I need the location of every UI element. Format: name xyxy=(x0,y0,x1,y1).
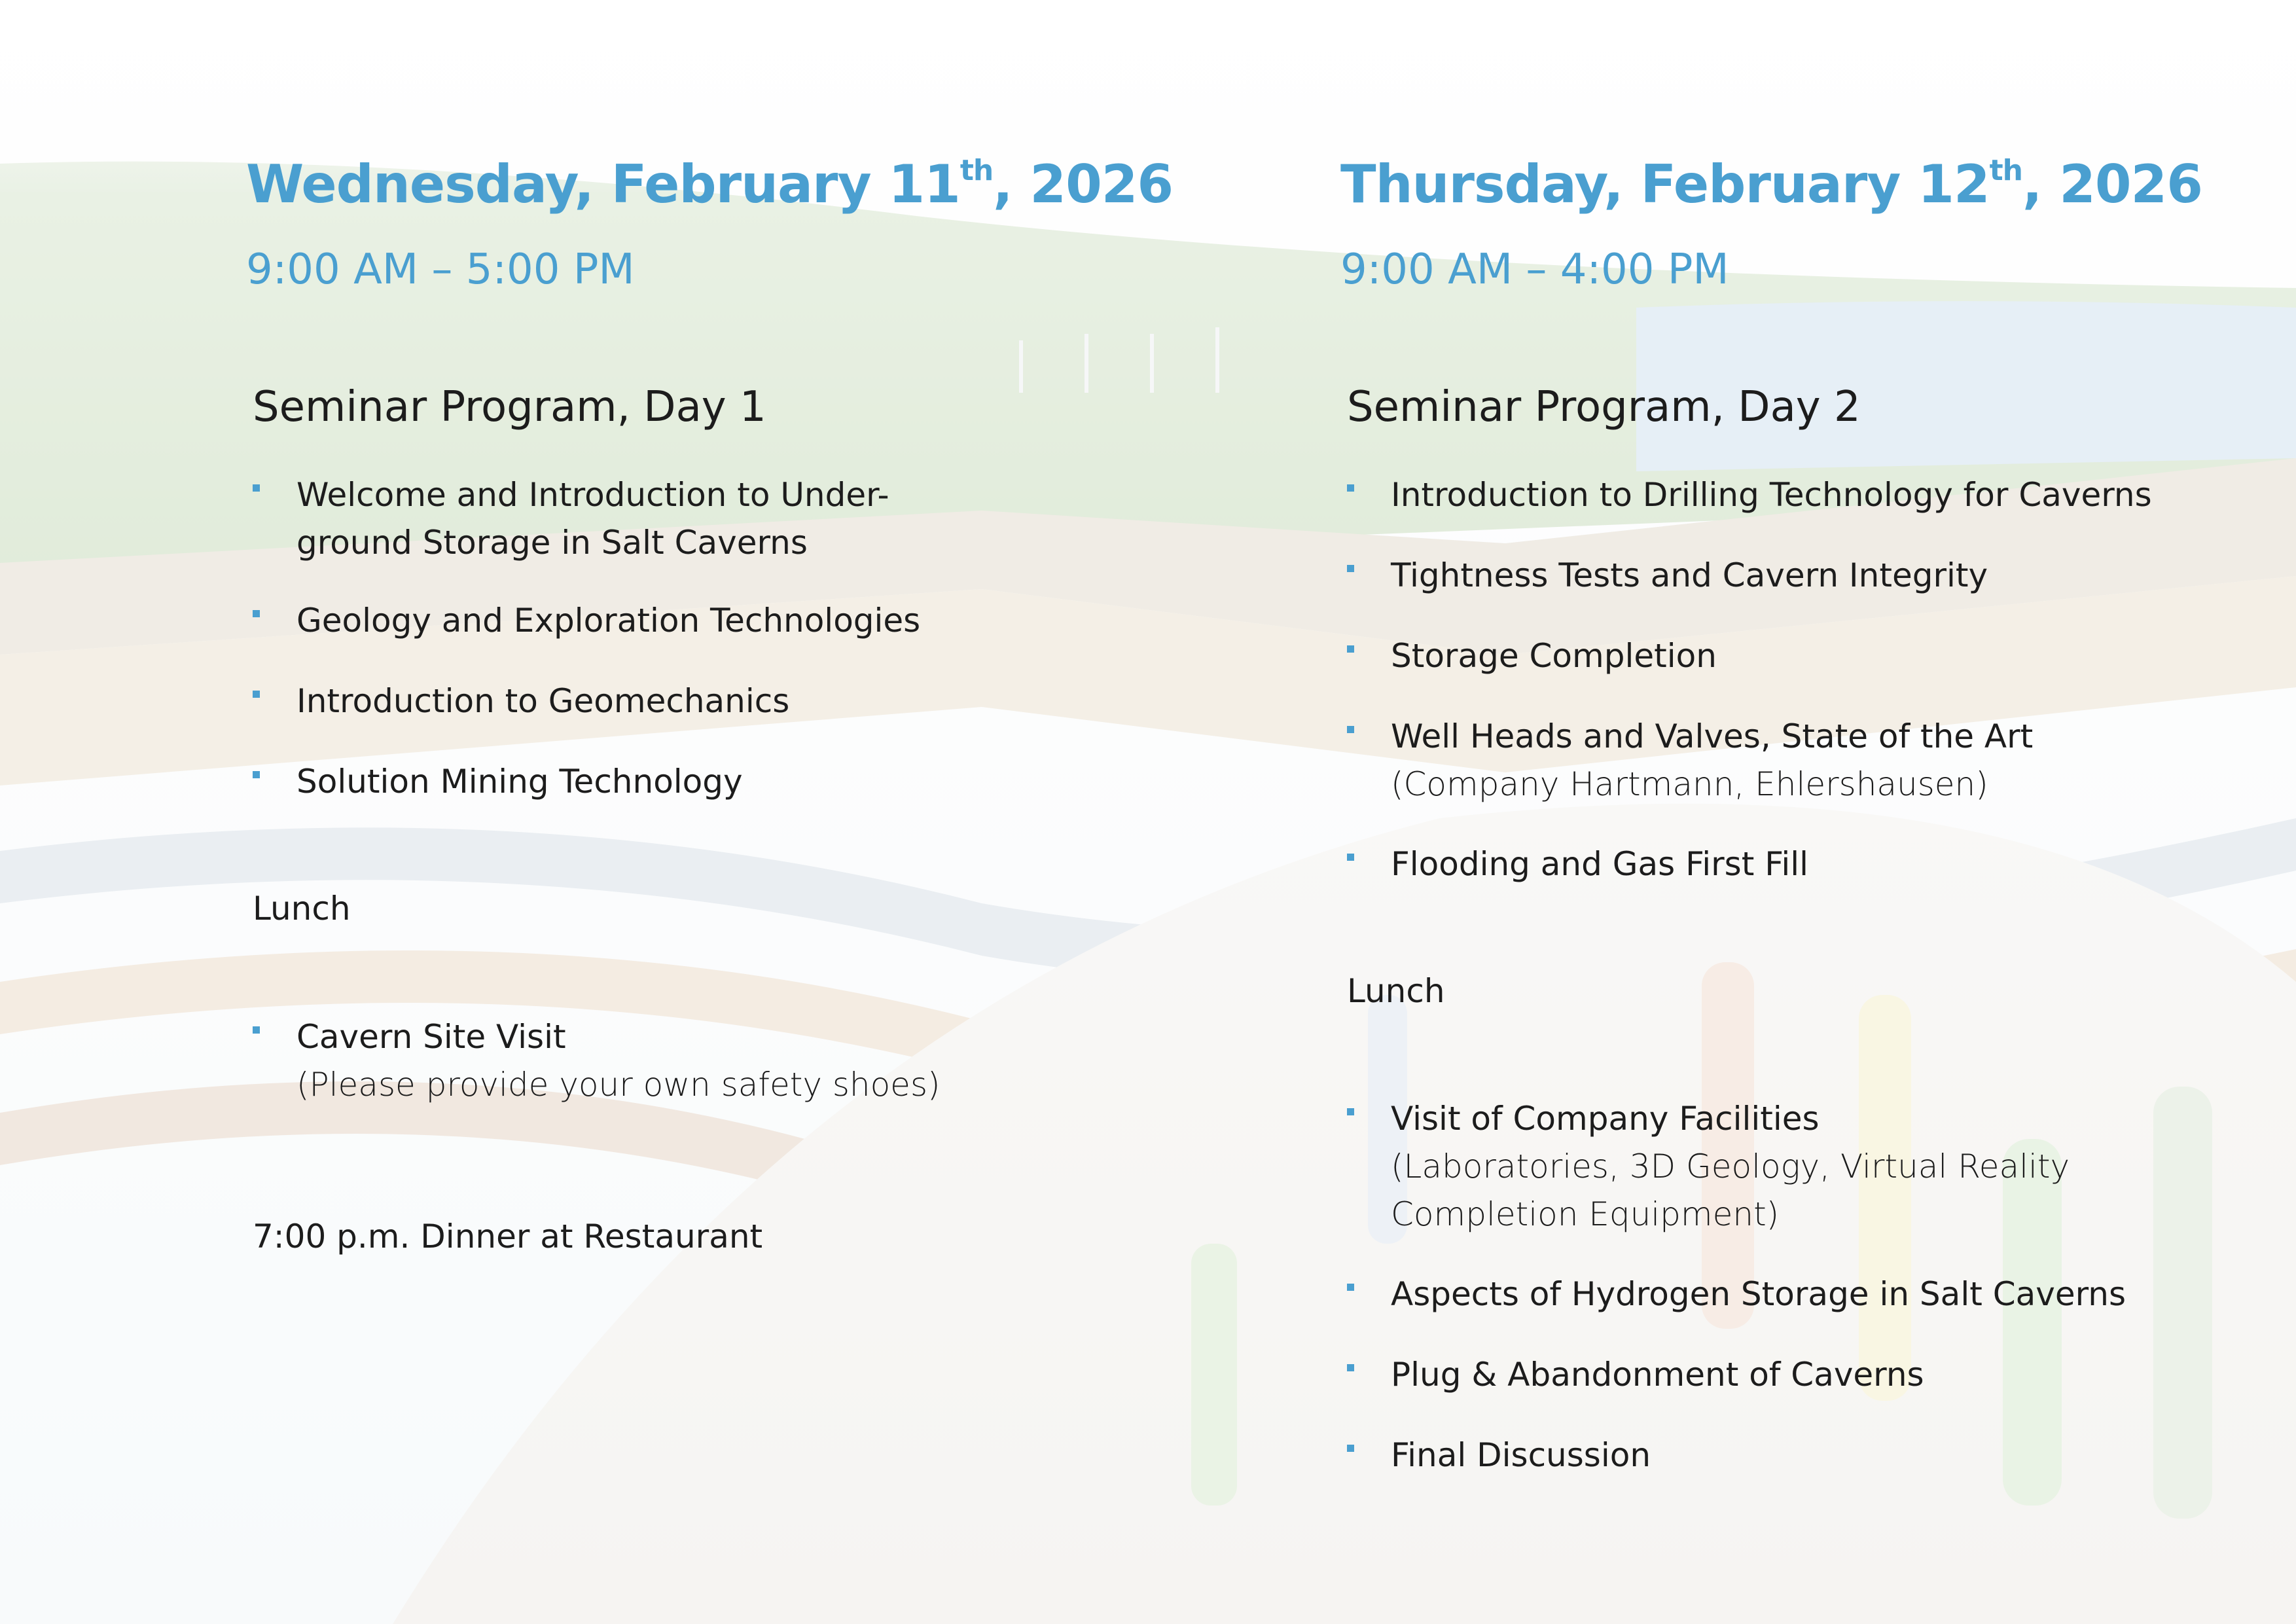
bullet-icon xyxy=(253,1026,260,1034)
bullet-icon xyxy=(1347,1445,1354,1452)
list-item: Introduction to Drilling Technology for Caverns xyxy=(1347,471,2296,519)
bullet-icon xyxy=(253,484,260,492)
list-item: Welcome and Introduction to Under- ground Storage in Salt Caverns xyxy=(253,471,1234,567)
bullet-icon xyxy=(1347,726,1354,733)
day1-title: Wednesday, February 11th, 2026 xyxy=(246,154,1174,215)
bullet-icon xyxy=(1347,1108,1354,1115)
list-item: Geology and Exploration Technologies xyxy=(253,597,1234,645)
bullet-icon xyxy=(1347,1284,1354,1291)
list-item: Tightness Tests and Cavern Integrity xyxy=(1347,552,2296,600)
list-item: Final Discussion xyxy=(1347,1432,2296,1479)
list-item: Aspects of Hydrogen Storage in Salt Caverns xyxy=(1347,1271,2296,1318)
list-item: Well Heads and Valves, State of the Art (Company Hartmann, Ehlershausen) xyxy=(1347,713,2296,808)
day1-program-title: Seminar Program, Day 1 xyxy=(253,383,766,431)
bullet-icon xyxy=(1347,565,1354,572)
day2-time: 9:00 AM – 4:00 PM xyxy=(1340,245,1729,294)
bullet-icon xyxy=(1347,645,1354,653)
list-item: Plug & Abandonment of Caverns xyxy=(1347,1351,2296,1399)
lunch-label: Lunch xyxy=(253,890,351,928)
day2-title: Thursday, February 12th, 2026 xyxy=(1340,154,2202,215)
list-item: Introduction to Geomechanics xyxy=(253,677,1234,725)
dinner-label: 7:00 p.m. Dinner at Restaurant xyxy=(253,1218,763,1255)
day1-time: 9:00 AM – 5:00 PM xyxy=(246,245,635,294)
bullet-icon xyxy=(253,771,260,778)
bullet-icon xyxy=(1347,1364,1354,1371)
lunch-label: Lunch xyxy=(1347,972,1445,1010)
list-item: Flooding and Gas First Fill xyxy=(1347,840,2296,888)
list-item: Cavern Site Visit (Please provide your own safety shoes) xyxy=(253,1013,1234,1109)
list-item: Solution Mining Technology xyxy=(253,758,1234,806)
list-item: Visit of Company Facilities (Laboratories, 3D Geology, Virtual Reality Completion Equipment) xyxy=(1347,1095,2296,1238)
bullet-icon xyxy=(1347,854,1354,861)
day2-program-title: Seminar Program, Day 2 xyxy=(1347,383,1861,431)
bullet-icon xyxy=(253,691,260,698)
list-item: Storage Completion xyxy=(1347,632,2296,680)
bullet-icon xyxy=(253,610,260,617)
bullet-icon xyxy=(1347,484,1354,492)
